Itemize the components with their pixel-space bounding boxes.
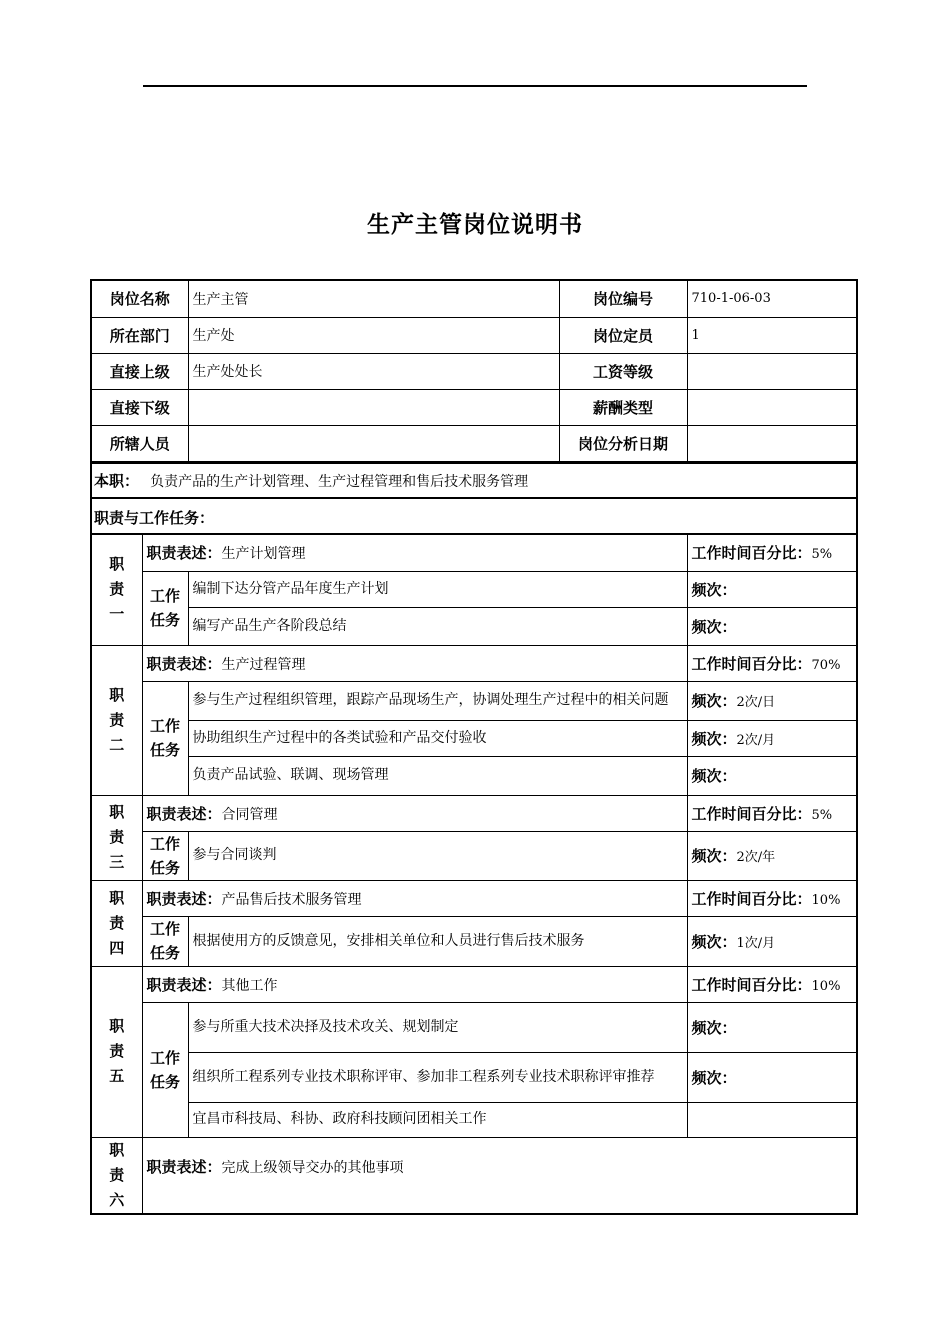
task-label: 工作 任务	[142, 916, 188, 966]
task-text: 根据使用方的反馈意见，安排相关单位和人员进行售后技术服务	[188, 916, 687, 966]
info-value: 710-1-06-03	[687, 281, 856, 317]
freq-cell: 频次：2次/日	[687, 681, 856, 720]
freq-cell: 频次：	[687, 1002, 856, 1052]
task-label: 工作 任务	[142, 831, 188, 880]
task-text: 协助组织生产过程中的各类试验和产品交付验收	[188, 720, 687, 756]
freq-cell: 频次：	[687, 756, 856, 795]
info-value: 1	[687, 317, 856, 353]
info-label: 岗位名称	[92, 281, 188, 317]
duty-desc-cell: 职责表述：其他工作	[142, 966, 687, 1002]
task-row	[92, 756, 856, 795]
task-text: 编制下达分管产品年度生产计划	[188, 571, 687, 607]
header-rule	[143, 85, 807, 87]
pct-cell: 工作时间百分比：70%	[687, 645, 856, 681]
info-row	[92, 389, 856, 425]
pct-cell: 工作时间百分比：10%	[687, 880, 856, 916]
info-row	[92, 353, 856, 389]
freq-cell: 频次：2次/月	[687, 720, 856, 756]
duties-header-row	[90, 497, 858, 533]
freq-cell: 频次：	[687, 1052, 856, 1102]
task-text: 参与所重大技术决择及技术攻关、规划制定	[188, 1002, 687, 1052]
task-row	[92, 681, 856, 720]
task-text: 参与生产过程组织管理，跟踪产品现场生产，协调处理生产过程中的相关问题	[188, 681, 687, 720]
info-value: 生产处	[188, 317, 559, 353]
duty-desc-cell: 职责表述：产品售后技术服务管理	[142, 880, 687, 916]
task-row	[92, 571, 856, 607]
duty-number: 职 责 一	[92, 535, 142, 645]
duty-row	[92, 645, 856, 681]
task-row	[92, 916, 856, 966]
info-row	[92, 425, 856, 461]
freq-cell	[687, 1102, 856, 1137]
task-label: 工作 任务	[142, 1002, 188, 1137]
freq-cell: 频次：	[687, 607, 856, 645]
task-row	[92, 720, 856, 756]
pct-cell: 工作时间百分比：5%	[687, 795, 856, 831]
duty-number: 职 责 四	[92, 880, 142, 966]
task-label: 工作 任务	[142, 571, 188, 645]
duty-row	[92, 966, 856, 1002]
task-text: 参与合同谈判	[188, 831, 687, 880]
info-label: 直接下级	[92, 389, 188, 425]
task-text: 宜昌市科技局、科协、政府科技顾问团相关工作	[188, 1102, 687, 1137]
duty-number: 职 责 三	[92, 795, 142, 880]
task-row	[92, 1052, 856, 1102]
duty-number: 职 责 五	[92, 966, 142, 1137]
info-value	[687, 353, 856, 389]
main-duty-label: 本职：	[94, 472, 140, 490]
page-title: 生产主管岗位说明书	[367, 212, 583, 238]
duty-row	[92, 795, 856, 831]
duty-number: 职 责 二	[92, 645, 142, 795]
freq-cell: 频次：1次/月	[687, 916, 856, 966]
info-value	[188, 425, 559, 461]
duty-row	[92, 880, 856, 916]
info-label: 岗位定员	[559, 317, 687, 353]
duties-table	[90, 533, 858, 1215]
duty-number: 职 责 六	[92, 1137, 142, 1213]
info-row	[92, 281, 856, 317]
duty-desc-cell: 职责表述：完成上级领导交办的其他事项	[142, 1137, 856, 1213]
info-label: 直接上级	[92, 353, 188, 389]
task-label: 工作 任务	[142, 681, 188, 795]
info-label: 岗位编号	[559, 281, 687, 317]
info-value	[188, 389, 559, 425]
info-value	[687, 389, 856, 425]
freq-cell: 频次：2次/年	[687, 831, 856, 880]
info-value: 生产处处长	[188, 353, 559, 389]
task-text: 负责产品试验、联调、现场管理	[188, 756, 687, 795]
duties-header: 职责与工作任务：	[94, 509, 215, 527]
main-duty-row	[90, 462, 858, 497]
freq-cell: 频次：	[687, 571, 856, 607]
duty-row	[92, 1137, 856, 1213]
info-label: 薪酬类型	[559, 389, 687, 425]
pct-cell: 工作时间百分比：5%	[687, 535, 856, 571]
info-label: 所在部门	[92, 317, 188, 353]
info-row	[92, 317, 856, 353]
task-row	[92, 831, 856, 880]
info-value	[687, 425, 856, 461]
duty-desc-cell: 职责表述：生产过程管理	[142, 645, 687, 681]
main-duty-text: 负责产品的生产计划管理、生产过程管理和售后技术服务管理	[150, 474, 529, 490]
task-row	[92, 1102, 856, 1137]
position-info-table	[90, 279, 858, 463]
duty-row	[92, 535, 856, 571]
duty-desc-cell: 职责表述：合同管理	[142, 795, 687, 831]
info-label: 岗位分析日期	[559, 425, 687, 461]
task-text: 组织所工程系列专业技术职称评审、参加非工程系列专业技术职称评审推荐	[188, 1052, 687, 1102]
info-label: 工资等级	[559, 353, 687, 389]
info-value: 生产主管	[188, 281, 559, 317]
task-row	[92, 607, 856, 645]
task-text: 编写产品生产各阶段总结	[188, 607, 687, 645]
info-label: 所辖人员	[92, 425, 188, 461]
task-row	[92, 1002, 856, 1052]
pct-cell: 工作时间百分比：10%	[687, 966, 856, 1002]
duty-desc-cell: 职责表述：生产计划管理	[142, 535, 687, 571]
